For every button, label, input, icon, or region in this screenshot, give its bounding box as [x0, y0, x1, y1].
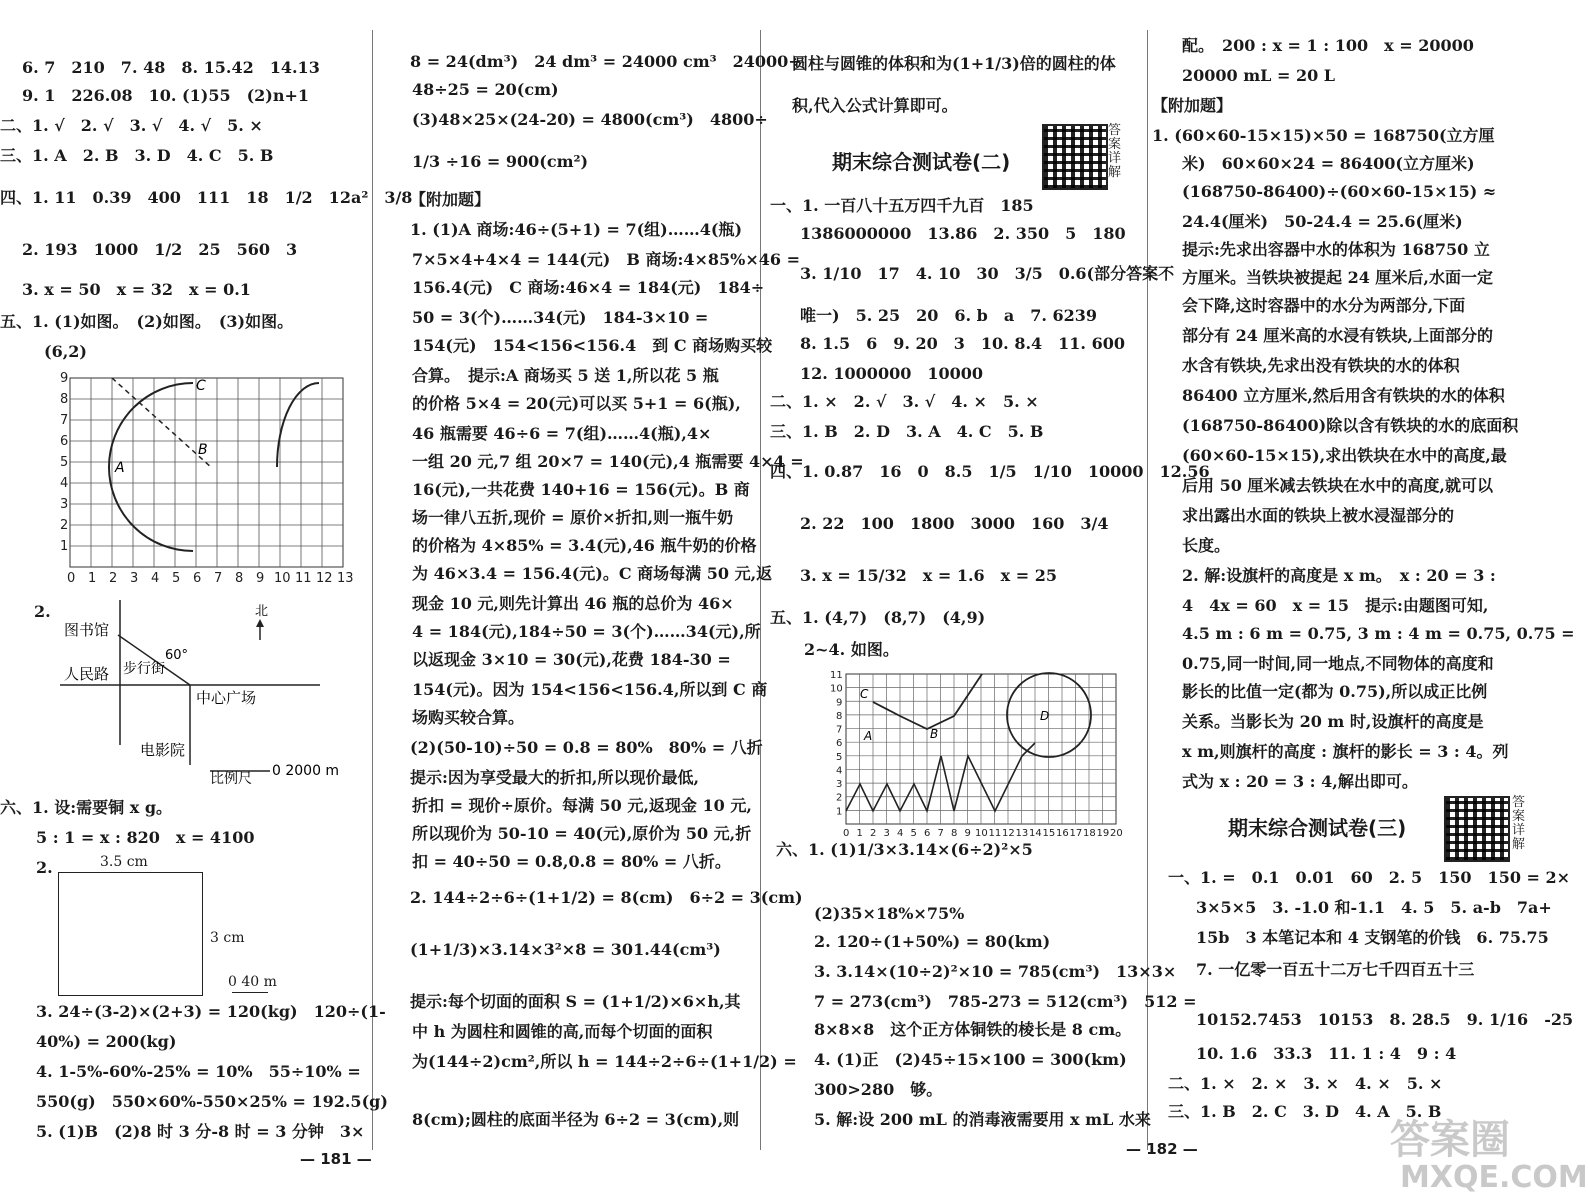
column-2: [390, 0, 804, 1204]
answer-line: 2~4. 如图。: [804, 640, 899, 659]
page-number-right: — 182 —: [1126, 1140, 1198, 1158]
answer-line: 的价格 5×4 = 20(元)可以买 5+1 = 6(瓶),: [412, 394, 741, 413]
y-tick-label: 3: [60, 497, 69, 512]
answer-line: 1/3 ÷16 = 900(cm²): [412, 152, 589, 171]
answer-line: (168750-86400)÷(60×60-15×15) ≈: [1182, 182, 1497, 201]
answer-line: 米) 60×60×24 = 86400(立方厘米): [1182, 154, 1475, 173]
answer-line: 提示:先求出容器中水的体积为 168750 立: [1182, 240, 1490, 259]
x-tick-label: 11: [988, 828, 1002, 839]
answer-line: 154(元) 154<156<156.4 到 C 商场购买较: [412, 336, 773, 355]
x-tick-label: 12: [1002, 828, 1015, 839]
answer-line: 4 = 184(元),184÷50 = 3(个)……34(元),所: [412, 622, 761, 641]
answer-line: 一、1. 一百八十五万四千九百 185: [770, 196, 1034, 215]
x-tick-label: 9: [256, 571, 265, 586]
answer-line: 9. 1 226.08 10. (1)55 (2)n+1: [22, 86, 310, 105]
answer-line: 2.: [36, 858, 53, 877]
x-tick-label: 15: [1042, 828, 1056, 839]
answer-line: 【附加题】: [410, 190, 491, 209]
answer-line: 四、1. 0.87 16 0 8.5 1/5 1/10 10000 12.56: [770, 462, 1210, 481]
answer-line: (1+1/3)×3.14×3²×8 = 301.44(cm³): [410, 940, 721, 959]
y-tick-label: 5: [836, 751, 843, 763]
answer-line: 式为 x : 20 = 3 : 4,解出即可。: [1182, 772, 1418, 791]
point-label: A: [115, 460, 125, 476]
qr-tag: 答案详解: [1512, 795, 1526, 852]
answer-line: 7 = 273(cm³) 785-273 = 512(cm³) 512 =: [814, 992, 1197, 1011]
x-tick-label: 8: [951, 828, 958, 839]
question-number: 2.: [34, 602, 51, 621]
answer-line: 以返现金 3×10 = 30(元),花费 184-30 =: [412, 650, 731, 669]
answer-line: 8. 1.5 6 9. 20 3 10. 8.4 11. 600: [800, 334, 1125, 353]
x-tick-label: 13: [337, 571, 354, 586]
qr-tag: 答案详解: [1108, 123, 1122, 180]
answer-line: (60×60-15×15),求出铁块在水中的高度,最: [1182, 446, 1507, 465]
y-tick-label: 9: [60, 371, 69, 386]
y-tick-label: 8: [836, 710, 843, 722]
x-tick-label: 7: [214, 571, 223, 586]
answer-line: 为 46×3.4 = 156.4(元)。C 商场每满 50 元,返: [412, 564, 773, 583]
answer-line: 5. 解:设 200 mL 的消毒液需要用 x mL 水来: [814, 1110, 1151, 1129]
section-title: 期末综合测试卷(三): [1228, 816, 1407, 840]
map-label-library: 图书馆: [64, 621, 110, 639]
x-tick-label: 5: [172, 571, 181, 586]
answer-line: 2. 193 1000 1/2 25 560 3: [22, 240, 298, 259]
answer-line: 3. 1/10 17 4. 10 30 3/5 0.6(部分答案不: [800, 264, 1175, 283]
answer-line: 1. (1)A 商场:46÷(5+1) = 7(组)……4(瓶): [410, 220, 743, 239]
answer-line: 会下降,这时容器中的水分为两部分,下面: [1182, 296, 1466, 315]
y-tick-label: 2: [60, 518, 69, 533]
rect-top-label: 3.5 cm: [100, 854, 148, 870]
x-tick-label: 0: [67, 571, 76, 586]
y-tick-label: 4: [836, 765, 843, 777]
answer-line: 6. 7 210 7. 48 8. 15.42 14.13: [22, 58, 320, 77]
answer-line: 86400 立方厘米,然后用含有铁块的水的体积: [1182, 386, 1505, 405]
watermark-site: MXQE.COM: [1400, 1160, 1588, 1195]
map-diagram: [60, 595, 360, 790]
answer-line: 550(g) 550×60%-550×25% = 192.5(g): [36, 1092, 388, 1111]
y-tick-label: 9: [836, 697, 843, 709]
x-tick-label: 12: [316, 571, 333, 586]
y-tick-label: 1: [60, 539, 69, 554]
x-tick-label: 4: [151, 571, 160, 586]
x-tick-label: 2: [870, 828, 877, 839]
answer-line: 24.4(厘米) 50-24.4 = 25.6(厘米): [1182, 212, 1463, 231]
answer-line: 15b 3 本笔记本和 4 支钢笔的价钱 6. 75.75: [1196, 928, 1549, 947]
answer-line: 三、1. B 2. D 3. A 4. C 5. B: [770, 422, 1044, 441]
x-tick-label: 17: [1069, 828, 1083, 839]
answer-line: 所以现价为 50-10 = 40(元),原价为 50 元,折: [412, 824, 752, 843]
point-label: B: [930, 727, 939, 741]
answer-line: 提示:每个切面的面积 S = (1+1/2)×6×h,其: [410, 992, 741, 1011]
answer-line: 8(cm);圆柱的底面半径为 6÷2 = 3(cm),则: [412, 1110, 740, 1129]
y-tick-label: 7: [60, 413, 69, 428]
answer-line: 0.75,同一时间,同一地点,不同物体的高度和: [1182, 654, 1494, 673]
map-scale-label: 比例尺: [210, 771, 252, 787]
point-label: C: [196, 378, 206, 394]
answer-line: x m,则旗杆的高度 : 旗杆的影长 = 3 : 4。列: [1182, 742, 1509, 761]
answer-line: 4 4x = 60 x = 15 提示:由题图可知,: [1182, 596, 1489, 615]
answer-line: 部分有 24 厘米高的水浸有铁块,上面部分的: [1182, 326, 1493, 345]
x-tick-label: 1: [88, 571, 97, 586]
map-angle: 60°: [165, 648, 189, 663]
arc-shape: [277, 383, 319, 467]
x-tick-label: 2: [109, 571, 118, 586]
rectangle-shape: [58, 872, 203, 996]
answer-line: 【附加题】: [1152, 96, 1233, 115]
answer-line: 300>280 够。: [814, 1080, 943, 1099]
answer-line: 2. 120÷(1+50%) = 80(km): [814, 932, 1051, 951]
y-tick-label: 4: [60, 476, 69, 491]
answer-line: 二、1. × 2. × 3. × 4. × 5. ×: [1168, 1074, 1443, 1093]
x-tick-label: 14: [1029, 828, 1042, 839]
answer-line: (6,2): [44, 342, 87, 361]
page-number-left: — 181 —: [300, 1150, 372, 1168]
answer-line: 三、1. A 2. B 3. D 4. C 5. B: [0, 146, 274, 165]
answer-line: 圆柱与圆锥的体积和为(1+1/3)倍的圆柱的体: [792, 54, 1116, 73]
answer-line: (2)(50-10)÷50 = 0.8 = 80% 80% = 八折: [410, 738, 763, 757]
answer-line: 8 = 24(dm³) 24 dm³ = 24000 cm³ 24000÷: [410, 52, 802, 71]
column-1: [0, 0, 413, 1204]
answer-line: 五、1. (1)如图。 (2)如图。 (3)如图。: [0, 312, 294, 331]
answer-line: 4. 1-5%-60%-25% = 10% 55÷10% =: [36, 1062, 361, 1081]
answer-line: 3. 3.14×(10÷2)²×10 = 785(cm³) 13×3×: [814, 962, 1177, 981]
x-tick-label: 13: [1015, 828, 1029, 839]
answer-line: 求出露出水面的铁块上被水浸湿部分的: [1182, 506, 1455, 525]
answer-line: (3)48×25×(24-20) = 4800(cm³) 4800÷: [412, 110, 768, 129]
column-4-bottom: [1152, 0, 1574, 1204]
qr-code: [1042, 124, 1108, 190]
answer-line: 156.4(元) C 商场:46×4 = 184(元) 184÷: [412, 278, 765, 297]
answer-line: 48÷25 = 20(cm): [412, 80, 559, 99]
y-tick-label: 11: [830, 670, 843, 681]
answer-line: 六、1. 设:需要铜 x g。: [0, 798, 173, 817]
map-scale: 0 2000 m: [272, 763, 340, 779]
answer-line: 3. 24÷(3-2)×(2+3) = 120(kg) 120÷(1-: [36, 1002, 386, 1021]
answer-line: 四、1. 11 0.39 400 111 18 1/2 12a² 3/8: [0, 188, 413, 207]
y-tick-label: 6: [836, 738, 843, 750]
answer-line: 10152.7453 10153 8. 28.5 9. 1/16 -25: [1196, 1010, 1574, 1029]
answer-line: 的价格为 4×85% = 3.4(元),46 瓶牛奶的价格: [412, 536, 757, 555]
y-tick-label: 6: [60, 434, 69, 449]
answer-line: 12. 1000000 10000: [800, 364, 984, 383]
x-tick-label: 20: [1110, 828, 1123, 839]
answer-line: 唯一) 5. 25 20 6. b a 7. 6239: [800, 306, 1098, 325]
answer-line: 3. x = 50 x = 32 x = 0.1: [22, 280, 251, 299]
answer-line: 1. (60×60-15×15)×50 = 168750(立方厘: [1152, 126, 1495, 145]
answer-line: 3. x = 15/32 x = 1.6 x = 25: [800, 566, 1058, 585]
answer-line: (168750-86400)除以含有铁块的水的底面积: [1182, 416, 1519, 435]
x-tick-label: 19: [1096, 828, 1110, 839]
answer-line: 2. 解:设旗杆的高度是 x m。 x : 20 = 3 :: [1182, 566, 1496, 585]
answer-line: 中 h 为圆柱和圆锥的高,而每个切面的面积: [412, 1022, 713, 1041]
point-label: C: [860, 687, 869, 701]
x-tick-label: 1: [856, 828, 863, 839]
y-tick-label: 10: [830, 683, 843, 695]
answer-line: 场一律八五折,现价 = 原价×折扣,则一瓶牛奶: [412, 508, 734, 527]
watermark-logo: 答案圈: [1390, 1117, 1510, 1163]
answer-line: 3×5×5 3. -1.0 和-1.1 4. 5 5. a-b 7a+: [1196, 898, 1552, 917]
answer-line: 2. 144÷2÷6÷(1+1/2) = 8(cm) 6÷2 = 3(cm): [410, 888, 803, 907]
y-tick-label: 2: [836, 792, 843, 804]
x-tick-label: 10: [975, 828, 988, 839]
answer-line: 一组 20 元,7 组 20×7 = 140(元),4 瓶需要 4×4 =: [412, 452, 804, 471]
answer-line: 40%) = 200(kg): [36, 1032, 177, 1051]
scale-bar: [232, 992, 268, 993]
x-tick-label: 18: [1083, 828, 1096, 839]
answer-line: (2)35×18%×75%: [814, 904, 965, 923]
answer-line: 方厘米。当铁块被提起 24 厘米后,水面一定: [1182, 268, 1493, 287]
answer-line: 二、1. √ 2. √ 3. √ 4. √ 5. ×: [0, 116, 263, 135]
column-divider: [760, 30, 761, 1150]
x-tick-label: 6: [924, 828, 931, 839]
answer-line: 为(144÷2)cm²,所以 h = 144÷2÷6÷(1+1/2) =: [412, 1052, 797, 1071]
answer-line: 长度。: [1182, 536, 1231, 555]
y-tick-label: 8: [60, 392, 69, 407]
answer-line: 二、1. × 2. √ 3. √ 4. × 5. ×: [770, 392, 1039, 411]
x-tick-label: 8: [235, 571, 244, 586]
rect-scale: 0 40 m: [228, 974, 277, 990]
answer-line: 提示:因为享受最大的折扣,所以现价最低,: [410, 768, 700, 787]
point-label: B: [198, 442, 208, 458]
answer-line: 扣 = 40÷50 = 0.8,0.8 = 80% = 八折。: [412, 852, 731, 871]
y-tick-label: 7: [836, 724, 843, 736]
answer-line: 10. 1.6 33.3 11. 1 : 4 9 : 4: [1196, 1044, 1457, 1063]
point-label: A: [864, 729, 873, 743]
answer-line: 一、1. = 0.1 0.01 60 2. 5 150 150 = 2×: [1168, 868, 1571, 887]
x-tick-label: 4: [897, 828, 904, 839]
answer-line: 折扣 = 现价÷原价。每满 50 元,返现金 10 元,: [412, 796, 752, 815]
map-label-road: 人民路: [64, 665, 110, 683]
y-tick-label: 5: [60, 455, 69, 470]
y-tick-label: 3: [836, 779, 843, 791]
answer-line: 2. 22 100 1800 3000 160 3/4: [800, 514, 1109, 533]
answer-line: 5 : 1 = x : 820 x = 4100: [36, 828, 255, 847]
answer-line: 16(元),一共花费 140+16 = 156(元)。B 商: [412, 480, 750, 499]
answer-line: 积,代入公式计算即可。: [792, 96, 958, 115]
answer-line: 154(元)。因为 154<156<156.4,所以到 C 商: [412, 680, 768, 699]
x-tick-label: 7: [937, 828, 944, 839]
answer-line: 50 = 3(个)……34(元) 184-3×10 =: [412, 308, 709, 327]
answer-line: 影长的比值一定(都为 0.75),所以成正比例: [1182, 682, 1488, 701]
answer-line: 场购买较合算。: [412, 708, 525, 727]
answer-line: 水含有铁块,先求出没有铁块的水的体积: [1182, 356, 1460, 375]
answer-line: 六、1. (1)1/3×3.14×(6÷2)²×5: [776, 840, 1033, 859]
answer-line: 后用 50 厘米减去铁块在水中的高度,就可以: [1182, 476, 1493, 495]
x-tick-label: 0: [843, 828, 850, 839]
coordinate-grid-1: [52, 368, 362, 586]
map-label-cinema: 电影院: [140, 741, 186, 759]
answer-line: 五、1. (4,7) (8,7) (4,9): [770, 608, 986, 627]
answer-line: 4. (1)正 (2)45÷15×100 = 300(km): [814, 1050, 1127, 1069]
map-label-walk: 步行街: [123, 661, 165, 677]
answer-line: 5. (1)B (2)8 时 3 分-8 时 = 3 分钟 3×: [36, 1122, 365, 1141]
point-label: D: [1040, 709, 1050, 723]
x-tick-label: 9: [964, 828, 971, 839]
column-divider: [1147, 30, 1148, 1150]
x-tick-label: 16: [1056, 828, 1069, 839]
answer-line: 8×8×8 这个正方体铜铁的棱长是 8 cm。: [814, 1020, 1132, 1039]
answer-line: 现金 10 元,则先计算出 46 瓶的总价为 46×: [412, 594, 734, 613]
x-tick-label: 10: [274, 571, 291, 586]
x-tick-label: 11: [295, 571, 312, 586]
x-tick-label: 3: [883, 828, 890, 839]
map-label-north: 北: [255, 604, 269, 619]
answer-line: 4.5 m : 6 m = 0.75, 3 m : 4 m = 0.75, 0.75 =: [1182, 624, 1575, 643]
section-title: 期末综合测试卷(二): [832, 150, 1011, 174]
answer-line: 7×5×4+4×4 = 144(元) B 商场:4×85%×46 =: [412, 250, 801, 269]
answer-line: 合算。 提示:A 商场买 5 送 1,所以花 5 瓶: [412, 366, 719, 385]
map-label-center: 中心广场: [196, 689, 257, 707]
rect-side-label: 3 cm: [210, 930, 245, 946]
x-tick-label: 6: [193, 571, 202, 586]
answer-line: 配。 200 : x = 1 : 100 x = 20000: [1182, 36, 1474, 55]
x-tick-label: 5: [910, 828, 917, 839]
answer-line: 1386000000 13.86 2. 350 5 180: [800, 224, 1126, 243]
answer-line: 7. 一亿零一百五十二万七千四百五十三: [1196, 960, 1475, 979]
answer-line: 关系。当影长为 20 m 时,设旗杆的高度是: [1182, 712, 1484, 731]
answer-line: 46 瓶需要 46÷6 = 7(组)……4(瓶),4×: [412, 424, 712, 443]
answer-line: 三、1. B 2. C 3. D 4. A 5. B: [1168, 1102, 1442, 1121]
x-tick-label: 3: [130, 571, 139, 586]
answer-line: 20000 mL = 20 L: [1182, 66, 1336, 85]
y-tick-label: 1: [836, 806, 843, 818]
coordinate-grid-2: [820, 668, 1130, 843]
